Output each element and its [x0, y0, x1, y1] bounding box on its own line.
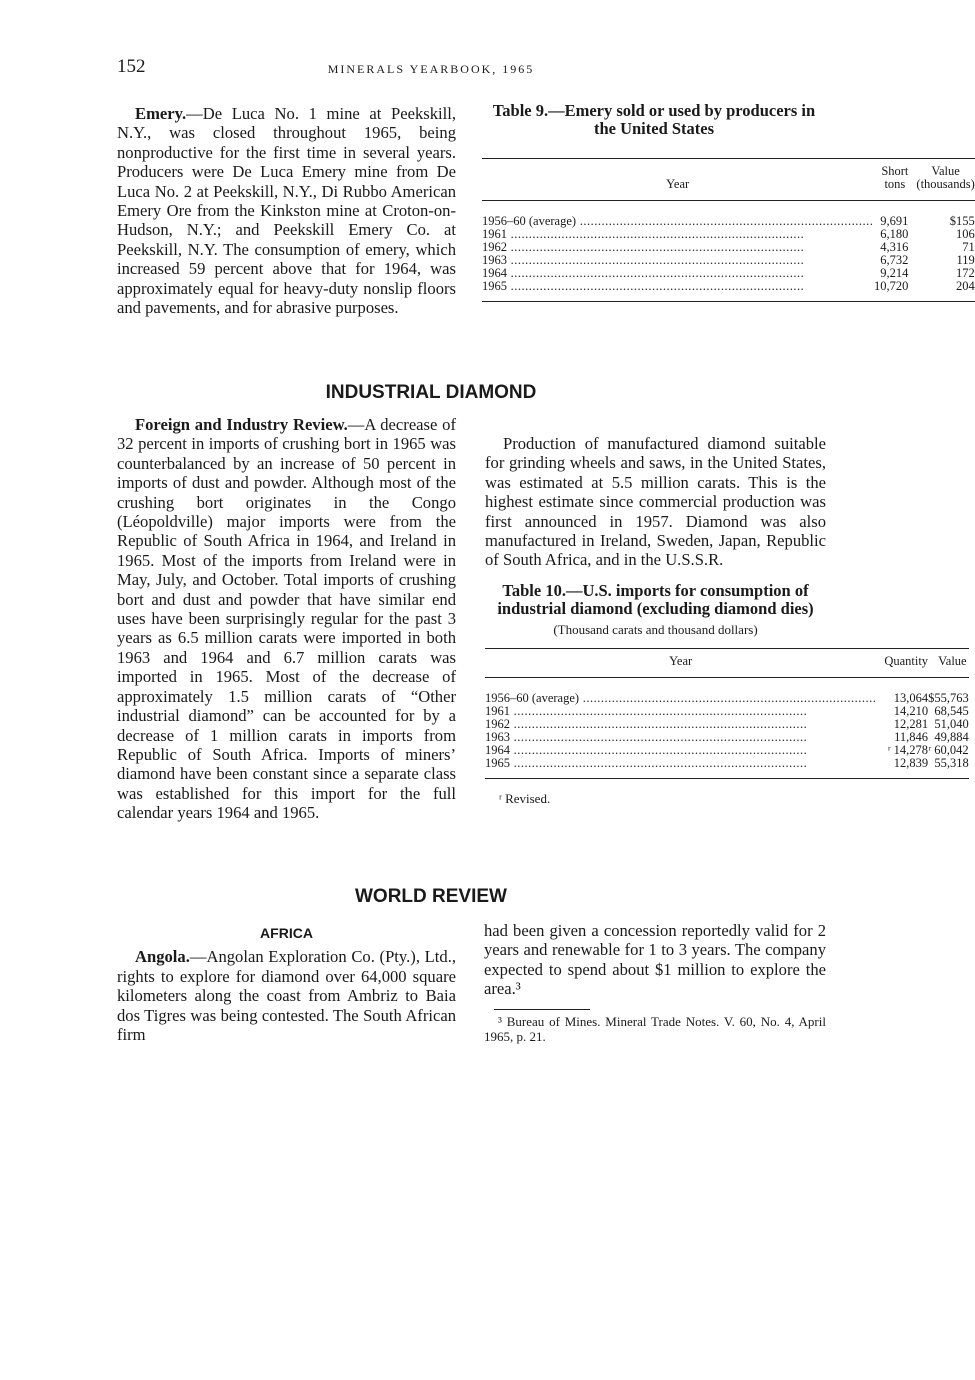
table-9-year-cell: 1963 ..... [482, 254, 873, 267]
table-9-title: Table 9.—Emery sold or used by producers in the United States [492, 101, 816, 138]
table-10-year-cell: 1962 ..... [485, 718, 876, 731]
table-9-year-cell: 1956–60 (average) ..... [482, 201, 873, 229]
table-9-row [482, 201, 975, 229]
table-9-value-cell: 106 [955, 227, 975, 241]
table-10-row [485, 757, 969, 779]
table-9-value-cell: 172 [955, 266, 975, 280]
table-10-quantity-cell: ʳ 14,278 [887, 743, 929, 758]
table-10-value-cell: 68,545 [934, 704, 969, 719]
emery-section [117, 104, 456, 317]
table-9-header-row [482, 159, 975, 201]
table-10-row [485, 678, 969, 706]
table-10-value-cell: ʳ 60,042 [928, 743, 969, 758]
table-10-year-cell: 1961 ..... [485, 705, 876, 718]
table-10-value-cell: 49,884 [934, 730, 969, 745]
table-9-year-header: Year [666, 177, 690, 191]
table-9-tons-cell: 6,180 [880, 227, 909, 241]
table-9-year-cell: 1964 ..... [482, 267, 873, 280]
table-10-quantity-cell: 12,281 [893, 717, 929, 732]
table-9-tons-cell: 6,732 [880, 253, 909, 267]
table-9-value-cell: 119 [956, 253, 975, 267]
table-10-quantity-cell: 13,064 [893, 691, 929, 706]
table-10-title: Table 10.—U.S. imports for consumption of industrial diamond (excluding diamond dies) [497, 580, 814, 618]
angola-text-part1: —Angolan Exploration Co. (Pty.), Ltd., rights to explore for diamond over 64,000 square kilometers along the coast from Ambriz to Baia dos Tigres was being contested. The South African firm [117, 947, 456, 1045]
table-10-year-header: Year [669, 654, 693, 669]
table-9-tons-cell: 10,720 [874, 279, 909, 293]
world-review-column-right [484, 921, 826, 1044]
table-10-header-row [485, 649, 969, 678]
table-10-value-cell: 51,040 [934, 717, 969, 732]
page-number: 152 [117, 56, 146, 77]
table-10 [485, 648, 969, 779]
table-10-value-header: Value [938, 654, 967, 669]
diamond-review-text: —A decrease of 32 percent in imports of crushing bort in 1965 was counterbalanced by an increase of 50 percent in imports of dust and powder. Although most of the crushing bort originates in the Congo (Léopoldville) major imports were from the Republic of South Africa in 1964, and Ireland in 1965. Most of the imports from Ireland were in May, July, and October. Total imports of crushing bort and dust and powder that have similar end uses have been surprisingly regular for the past 3 years as 6.5 million carats were imported in both 1963 and 1964 and 6.7 million carats was imported in 1965. Most of the decrease of approximately 1.5 million carats of “Other industrial diamond” can be accounted for by a decrease of 1 million carats in imports from Republic of South Africa. Imports of miners’ diamond have been constant since a separate class was established for this import for the full calendar years 1964 and 1965. [117, 415, 456, 823]
table-10-quantity-header: Quantity [884, 654, 929, 669]
angola-text-part2: had been given a concession reportedly valid for 2 years and renewable for 1 to 3 years. The company expected to spend about $1 million to explore the area.³ [484, 921, 826, 999]
table-9-value-cell: 71 [962, 240, 975, 254]
table-10-value-cell: 55,318 [934, 756, 969, 771]
table-10-footnote: ʳ Revised. [499, 791, 551, 807]
diamond-review-paragraph [117, 415, 456, 823]
africa-subheading: AFRICA [260, 925, 313, 941]
footnote-3: ³ Bureau of Mines. Mineral Trade Notes. V. 60, No. 4, April 1965, p. 21. [484, 1013, 826, 1044]
table-9-year-cell: 1961 ..... [482, 228, 873, 241]
footnote-rule [494, 1009, 590, 1010]
diamond-review-lead: Foreign and Industry Review. [135, 415, 348, 434]
table-10-quantity-cell: 12,839 [893, 756, 929, 771]
table-9-tons-cell: 4,316 [880, 240, 909, 254]
world-review-column-left [117, 924, 456, 1044]
table-9-block [482, 101, 975, 302]
table-10-year-cell: 1956–60 (average) ..... [485, 678, 876, 706]
industrial-diamond-heading: INDUSTRIAL DIAMOND [325, 382, 537, 403]
emery-paragraph [117, 104, 456, 317]
table-10-units: (Thousand carats and thousand dollars) [553, 621, 758, 637]
table-9-tons-header: Short tons [881, 164, 909, 191]
table-9-tons-cell: 9,691 [880, 214, 909, 228]
manufactured-diamond-paragraph: Production of manufactured diamond suitable for grinding wheels and saws, in the United States, was estimated at 5.5 million carats. This is the highest estimate since commercial production was first announced in 1957. Diamond was also manufactured in Ireland, Sweden, Japan, Republic of South Africa, and in the U.S.S.R. [485, 434, 826, 570]
table-9-year-cell: 1962 ..... [482, 241, 873, 254]
table-9-value-cell: 204 [955, 279, 975, 293]
table-10-year-cell: 1963 ..... [485, 731, 876, 744]
table-10-year-cell: 1964 ..... [485, 744, 876, 757]
table-9-row [482, 280, 975, 302]
table-10-quantity-cell: 11,846 [894, 730, 929, 745]
table-9-value-cell: $155 [949, 214, 975, 228]
emery-lead: Emery. [135, 104, 187, 123]
diamond-review-column-left [117, 415, 456, 823]
table-9-value-header: Value (thousands) [916, 164, 975, 191]
world-review-heading: WORLD REVIEW [355, 886, 507, 907]
table-10-quantity-cell: 14,210 [893, 704, 929, 719]
table-10-year-cell: 1965 ..... [485, 757, 876, 779]
table-9 [482, 158, 975, 302]
table-9-tons-cell: 9,214 [880, 266, 909, 280]
emery-text: —De Luca No. 1 mine at Peekskill, N.Y., was closed throughout 1965, being nonproductive for the first time in several years. Producers were De Luca Emery mine from De Luca No. 2 at Peekskill, N.Y., Di Rubbo American Emery Ore from the Kinkston mine at Croton-on-Hudson, N.Y.; and Peekskill Emery Co. at Peekskill, N.Y. The consumption of emery, which increased 59 percent above that for 1964, was approximately equal for heavy-duty nonslip floors and pavements, and for abrasive purposes. [117, 104, 456, 318]
table-9-year-cell: 1965 ..... [482, 280, 873, 302]
diamond-review-column-right [485, 415, 969, 809]
table-10-value-cell: $55,763 [928, 691, 969, 706]
running-title: MINERALS YEARBOOK, 1965 [327, 62, 535, 76]
angola-lead: Angola. [135, 947, 190, 967]
angola-paragraph [117, 947, 456, 1044]
